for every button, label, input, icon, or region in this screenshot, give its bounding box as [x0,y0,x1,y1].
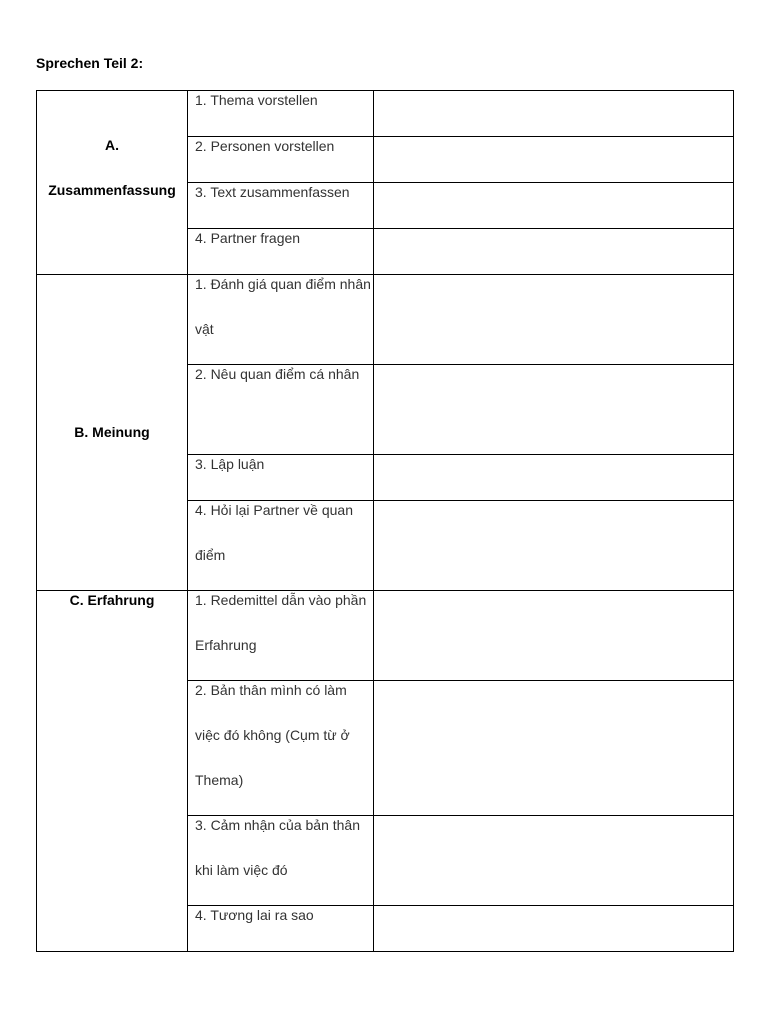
step-text: 3. Lập luận [195,456,265,472]
notes-cell[interactable] [374,681,734,816]
notes-cell[interactable] [374,591,734,681]
step-text: 3. Text zusammenfassen [195,184,350,200]
step-text: 1. Thema vorstellen [195,92,318,108]
table-row [37,591,734,681]
table-row [37,91,734,137]
step-cell [188,501,374,591]
step-cell [188,275,374,365]
step-text: 2. Nêu quan điểm cá nhân [195,366,360,382]
step-text: 2. Bản thân mình có làm việc đó không (Cụm từ ở Thema) [195,682,350,788]
notes-cell[interactable] [374,455,734,501]
section-a-label: A. [105,137,119,153]
notes-cell[interactable] [374,365,734,455]
step-cell [188,591,374,681]
notes-cell[interactable] [374,183,734,229]
notes-cell[interactable] [374,275,734,365]
section-a-name: Zusammenfassung [48,182,176,198]
page-title: Sprechen Teil 2: [36,55,144,71]
notes-cell[interactable] [374,816,734,906]
speaking-plan-table [36,90,734,952]
notes-cell[interactable] [374,91,734,137]
step-cell [188,816,374,906]
step-cell [188,906,374,952]
section-a-title [37,91,188,275]
step-text: 3. Cảm nhận của bản thân khi làm việc đó [195,817,361,878]
step-text: 4. Tương lai ra sao [195,907,314,923]
section-c-name: C. Erfahrung [69,592,155,608]
step-cell [188,365,374,455]
step-text: 4. Partner fragen [195,230,301,246]
table-row [37,275,734,365]
notes-cell[interactable] [374,137,734,183]
step-text: 2. Personen vorstellen [195,138,335,154]
notes-cell[interactable] [374,501,734,591]
step-text: 1. Redemittel dẫn vào phần Erfahrung [195,592,367,653]
step-text: 1. Đánh giá quan điểm nhân vật [195,276,371,337]
step-cell [188,681,374,816]
section-b-title: B. Meinung [37,275,188,591]
section-c-title [37,591,188,952]
notes-cell[interactable] [374,229,734,275]
step-text: 4. Hỏi lại Partner về quan điểm [195,502,353,563]
notes-cell[interactable] [374,906,734,952]
